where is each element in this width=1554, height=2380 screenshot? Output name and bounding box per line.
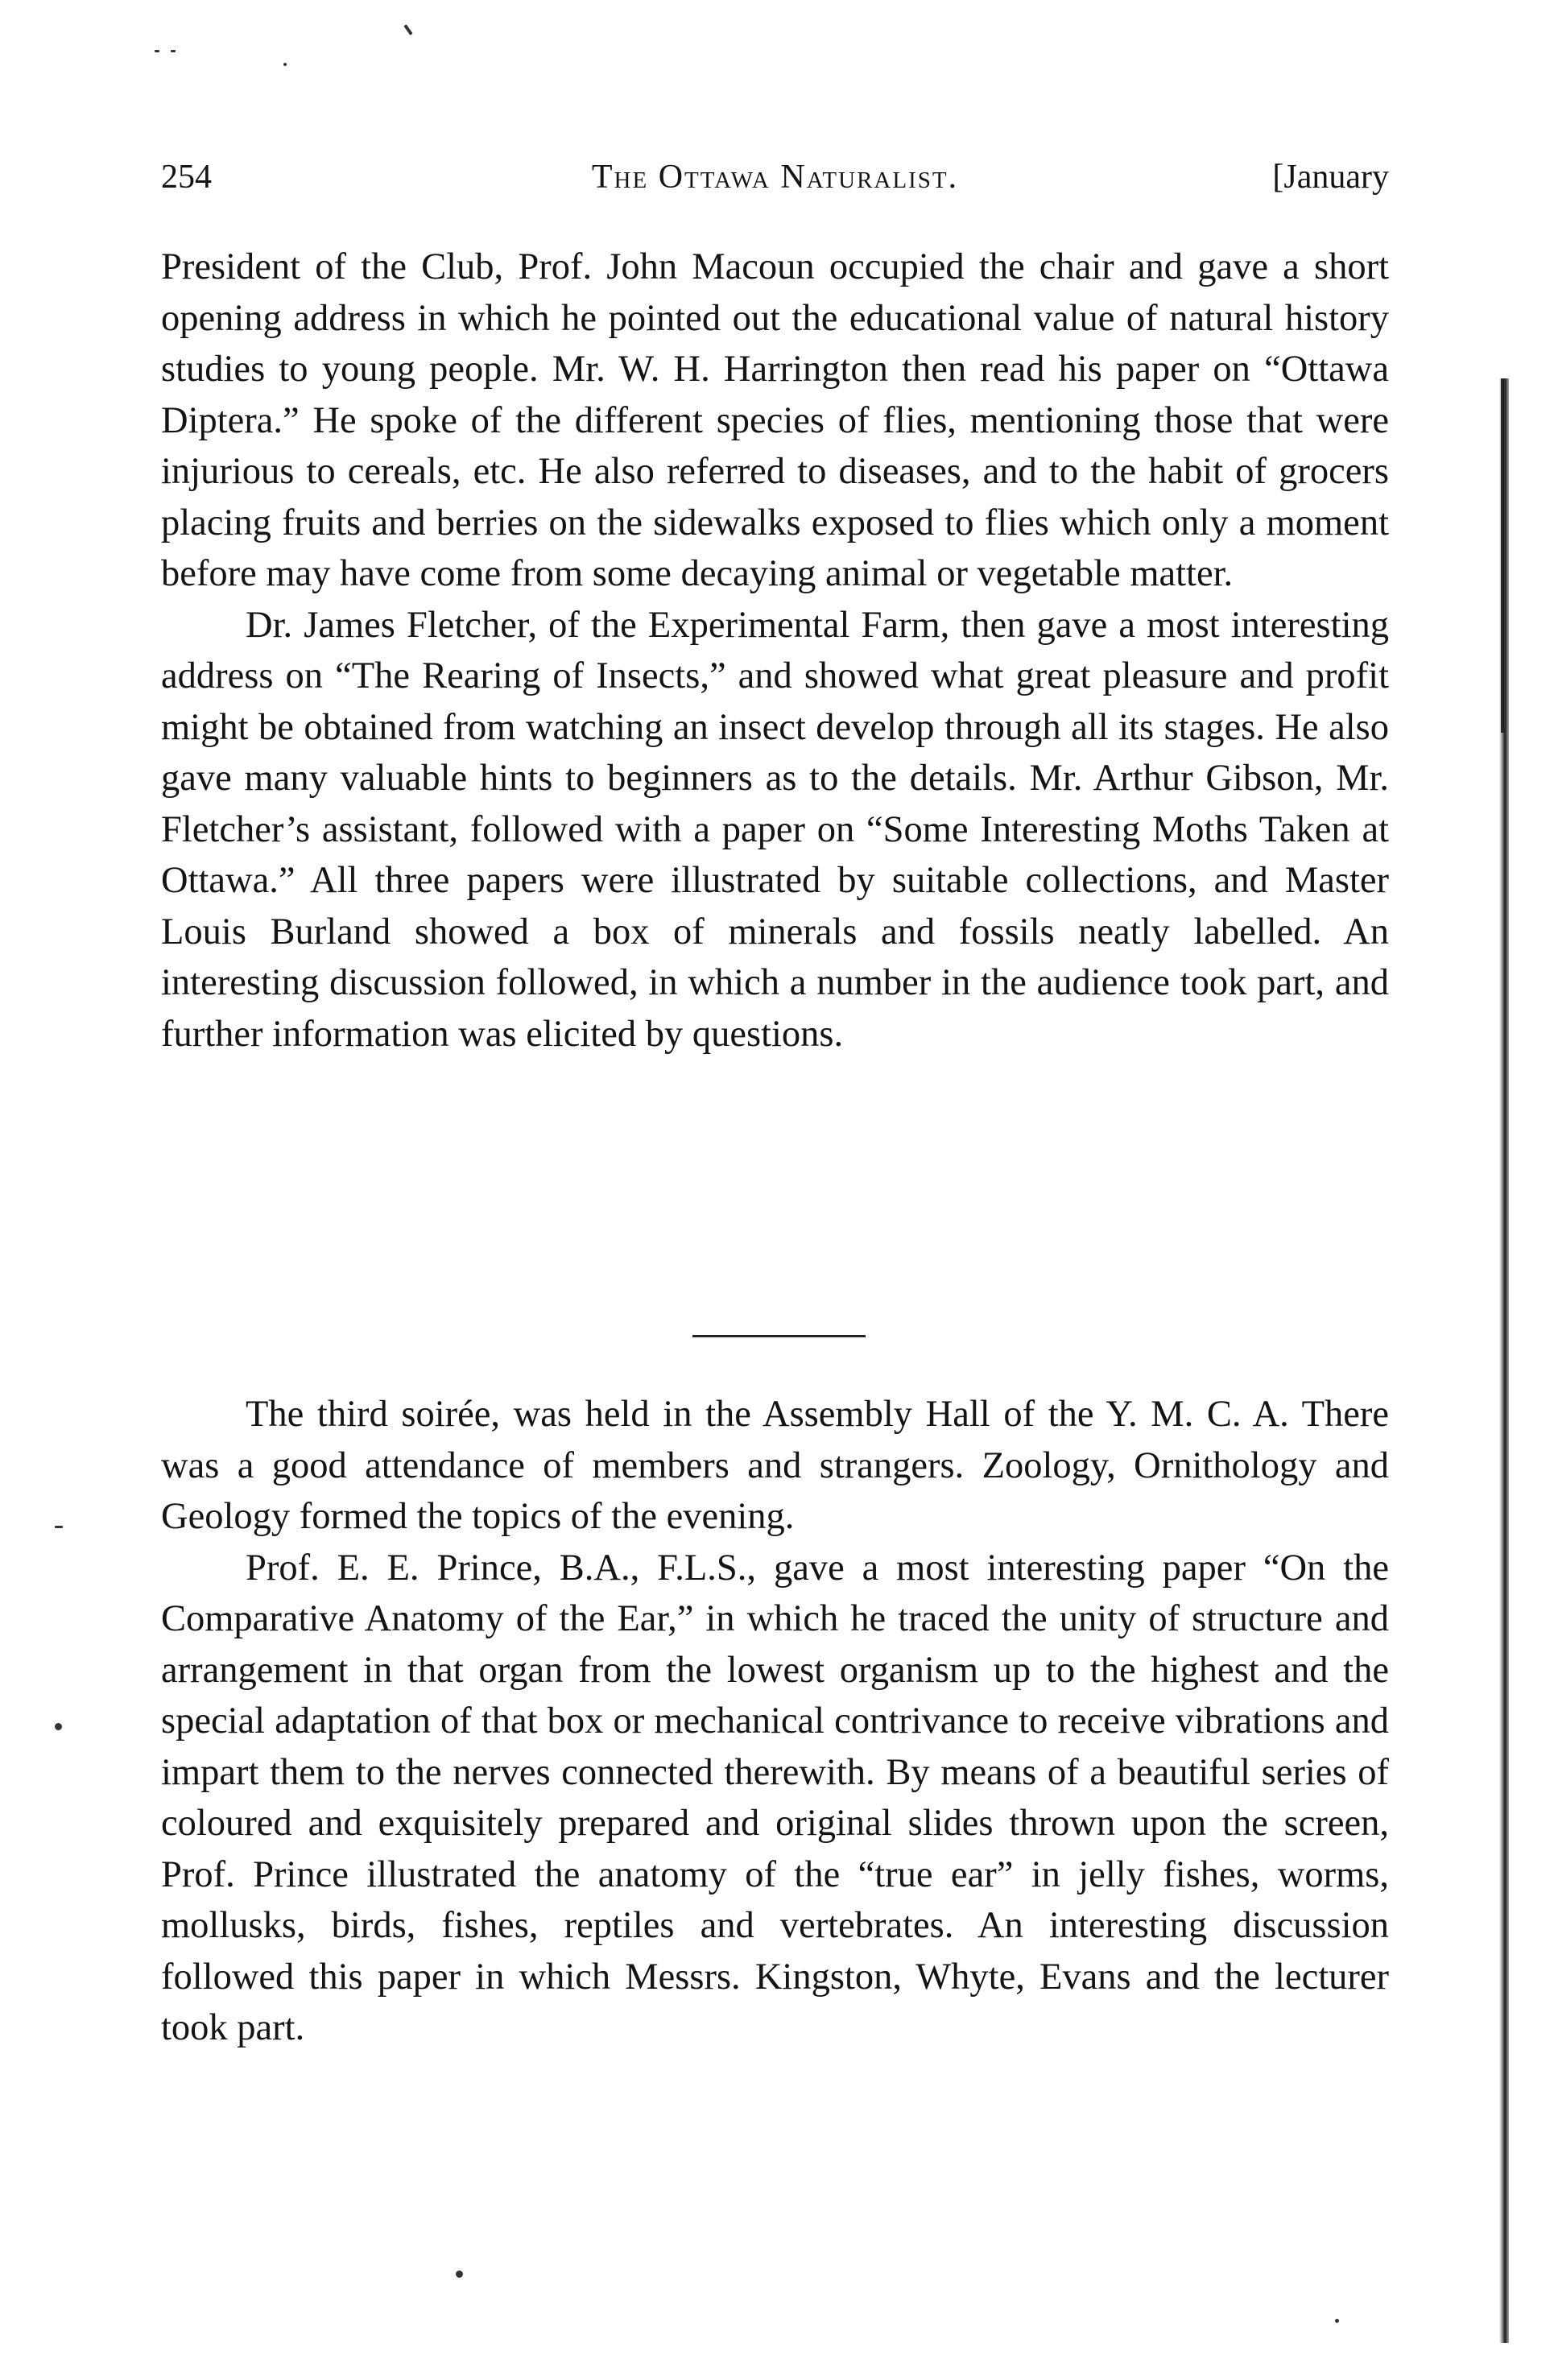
issue-month: [January xyxy=(1272,159,1389,196)
paragraph-prince-paper: Prof. E. E. Prince, B.A., F.L.S., gave a most interesting paper “On the Comparative Anatomy of the Ear,” in which he traced the unity of structure and arrangement in that organ from the lowest organism up to the highest and the special adaptation of that box or mechanical contrivance to receive vibrations and impart them to the nerves connected therewith. By means of a beautiful series of coloured and exquisitely prepared and original slides thrown upon the screen, Prof. Prince illustrated the anatomy of the “true ear” in jelly fishes, worms, mollusks, birds, fishes, reptiles and vertebrates. An interesting discussion followed this paper in which Messrs. Kingston, Whyte, Evans and the lecturer took part. xyxy=(161,1547,1389,2048)
article-section-one xyxy=(161,242,1389,1060)
binding-edge xyxy=(1499,378,1509,2343)
scan-speck xyxy=(403,24,412,35)
section-divider xyxy=(692,1335,866,1337)
paragraph-fletcher-address: Dr. James Fletcher, of the Experimental Farm, then gave a most interesting address on “The Rearing of Insects,” and showed what great pleasure and profit might be obtained from watching an insect develop through all its stages. He also gave many valuable hints to beginners as to the details. Mr. Arthur Gibson, Mr. Fletcher’s assistant, followed with a paper on “Some Interesting Moths Taken at Ottawa.” All three papers were illustrated by suitable collections, and Master Louis Burland showed a box of minerals and fossils neatly labelled. An interesting discussion followed, in which a number in the audience took part, and further information was elicited by questions. xyxy=(161,604,1389,1055)
scan-speck xyxy=(456,2271,463,2278)
running-header xyxy=(161,153,1389,201)
scan-speck xyxy=(55,1723,62,1730)
paragraph-meeting-opening: President of the Club, Prof. John Macoun occupied the chair and gave a short opening address in which he pointed out the educational value of natural history studies to young people. Mr. W. H. Harrington then read his paper on “Ottawa Diptera.” He spoke of the different species of flies, mentioning those that were injurious to cereals, etc. He also referred to diseases, and to the habit of grocers placing fruits and berries on the sidewalks exposed to flies which only a moment before may have come from some decaying animal or vegetable matter. xyxy=(161,246,1389,594)
page-number: 254 xyxy=(161,159,212,196)
scan-speck xyxy=(55,1526,63,1528)
paragraph-third-soiree: The third soirée, was held in the Assembly Hall of the Y. M. C. A. There was a good attendance of members and strangers. Zoology, Ornithology and Geology formed the topics of the evening. xyxy=(161,1394,1389,1537)
scan-speck xyxy=(283,63,287,66)
scan-speck xyxy=(155,50,159,52)
scan-speck xyxy=(171,50,176,52)
journal-title: The Ottawa Naturalist. xyxy=(591,159,959,196)
scan-speck xyxy=(1335,2319,1339,2323)
article-section-two xyxy=(161,1389,1389,2054)
